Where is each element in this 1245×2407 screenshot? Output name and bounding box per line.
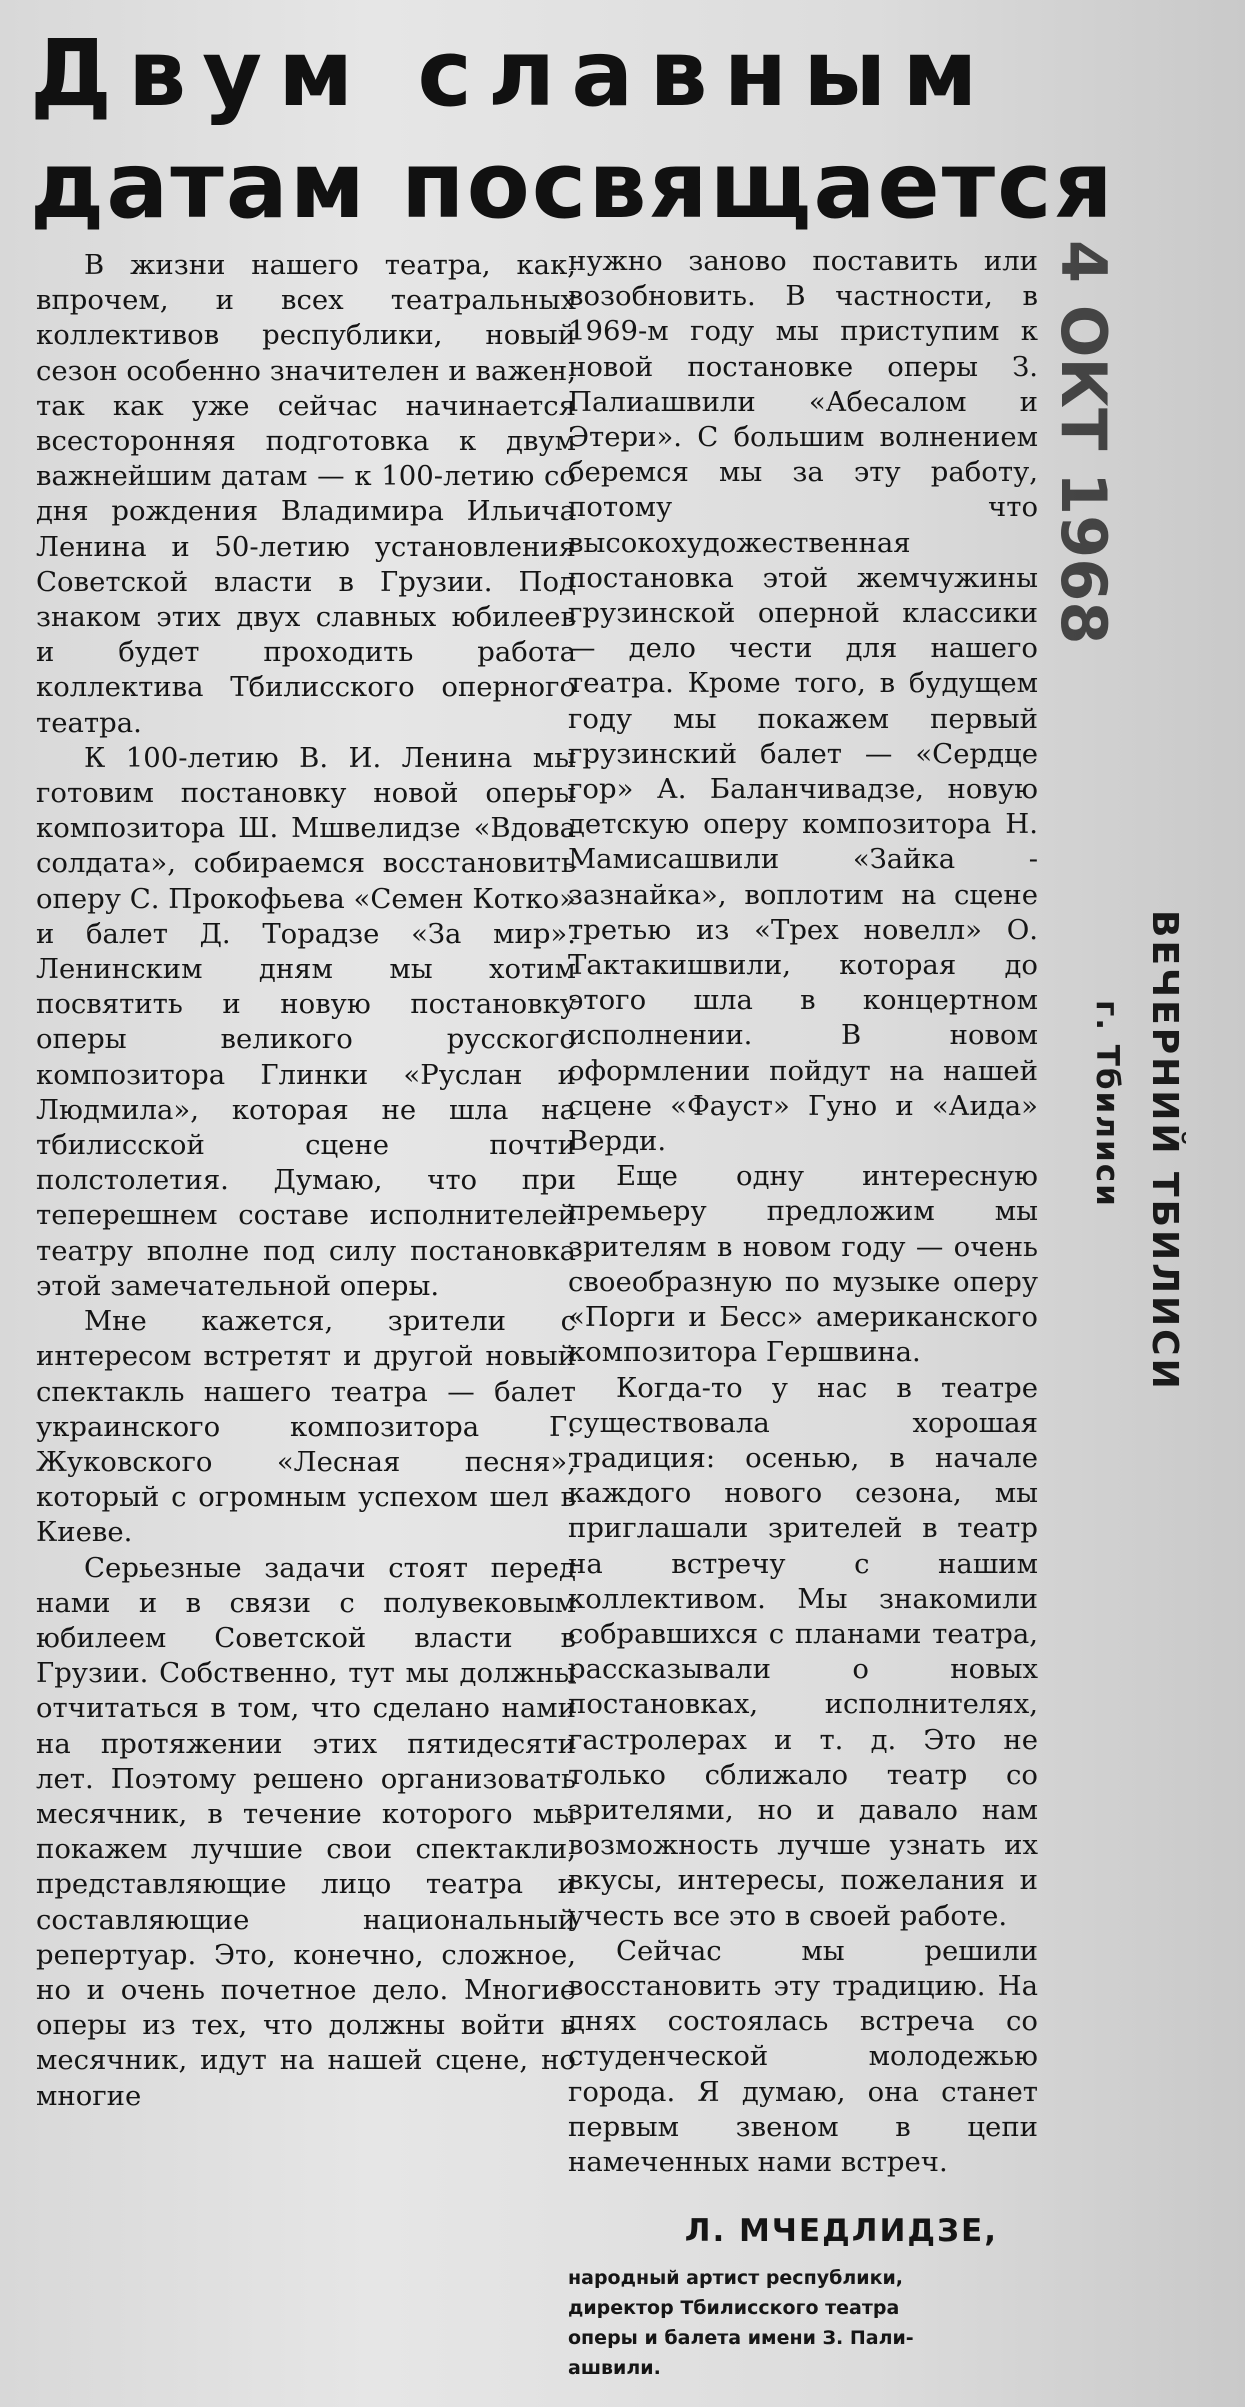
left-column bbox=[36, 248, 576, 2114]
paragraph: К 100-летию В. И. Ленина мы готовим постановку новой оперы композитора Ш. Мшвелидзе «Вдова солдата», собираемся восстановить оперу С. Прокофьева «Семен Котко» и балет Д. Торадзе «За мир». Ленинским дням мы хотим посвятить и новую постановку оперы великого русского композитора Глинки «Руслан и Людмила», которая не шла на тбилисской сцене почти полстолетия. Думаю, что при теперешнем составе исполнителей театру вполне под силу постановка этой замечательной оперы. bbox=[36, 741, 576, 1302]
headline-line-1: Двум славным bbox=[30, 20, 994, 127]
right-column bbox=[568, 244, 1038, 2383]
author-name: Л. МЧЕДЛИДЗЕ, bbox=[684, 2213, 998, 2250]
paragraph: В жизни нашего театра, как, впрочем, и всех театральных коллективов республики, новый сезон особенно значителен и важен, так как уже сейчас начинается всесторонняя подготовка к двум важнейшим датам — к 100-летию со дня рождения Владимира Ильича Ленина и 50-летию установления Советской власти в Грузии. Под знаком этих двух славных юбилеев и будет проходить работа коллектива Тбилисского оперного театра. bbox=[36, 249, 576, 739]
headline-line-2: датам посвящается bbox=[30, 132, 1115, 239]
author-role-line: оперы и балета имени З. Пали- bbox=[568, 2327, 914, 2350]
paragraph: Мне кажется, зрители с интересом встретят и другой новый спектакль нашего театра — балет украинского композитора Г. Жуковского «Лесная песня», который с огромным успехом шел в Киеве. bbox=[36, 1305, 576, 1549]
author-role-line: народный артист республики, bbox=[568, 2267, 904, 2290]
paragraph: Сейчас мы решили восстановить эту традицию. На днях состоялась встреча со студенческой молодежью города. Я думаю, она станет первым звеном в цепи намеченных нами встреч. bbox=[568, 1934, 1038, 2178]
date-stamp: 4 ОКТ 1968 bbox=[1047, 240, 1120, 645]
author-role-line: ашвили. bbox=[568, 2357, 661, 2380]
newspaper-city: г. Тбилиси bbox=[1089, 1000, 1125, 1208]
newspaper-name: ВЕЧЕРНИЙ ТБИЛИСИ bbox=[1144, 910, 1185, 1392]
article-headline bbox=[30, 18, 1115, 242]
paragraph: Серьезные задачи стоят перед нами и в связи с полувековым юбилеем Советской власти в Грузии. Собственно, тут мы должны отчитаться в том, что сделано нами на протяжении этих пятидесяти лет. Поэтому решено организовать месячник, в течение которого мы покажем лучшие свои спектакли, представляющие лицо театра и составляющие национальный репертуар. Это, конечно, сложное, но и очень почетное дело. Многие оперы из тех, что должны войти в месячник, идут на нашей сцене, но многие bbox=[36, 1551, 576, 2112]
author-role-line: директор Тбилисского театра bbox=[568, 2297, 900, 2320]
author-role bbox=[568, 2263, 1038, 2383]
paragraph: Еще одну интересную премьеру предложим мы зрителям в новом году — очень своеобразную по музыке оперу «Порги и Бесс» американского композитора Гершвина. bbox=[568, 1160, 1038, 1369]
paragraph: Когда-то у нас в театре существовала хорошая традиция: осенью, в начале каждого нового сезона, мы приглашали зрителей в театр на встречу с нашим коллективом. Мы знакомили собравшихся с планами театра, рассказывали о новых постановках, исполнителях, гастролерах и т. д. Это не только сближало театр со зрителями, но и давало нам возможность лучше узнать их вкусы, интересы, пожелания и учесть все это в своей работе. bbox=[568, 1371, 1038, 1932]
paragraph: нужно заново поставить или возобновить. В частности, в 1969-м году мы приступим к новой постановке оперы З. Палиашвили «Абесалом и Этери». С большим волнением беремся мы за эту работу, потому что высокохудожественная постановка этой жемчужины грузинской оперной классики — дело чести для нашего театра. Кроме того, в будущем году мы покажем первый грузинский балет — «Сердце гор» А. Баланчивадзе, новую детскую оперу композитора Н. Мамисашвили «Зайка - зазнайка», воплотим на сцене третью из «Трех новелл» О. Тактакишвили, которая до этого шла в концертном исполнении. В новом оформлении пойдут на нашей сцене «Фауст» Гуно и «Аида» Верди. bbox=[568, 245, 1038, 1158]
